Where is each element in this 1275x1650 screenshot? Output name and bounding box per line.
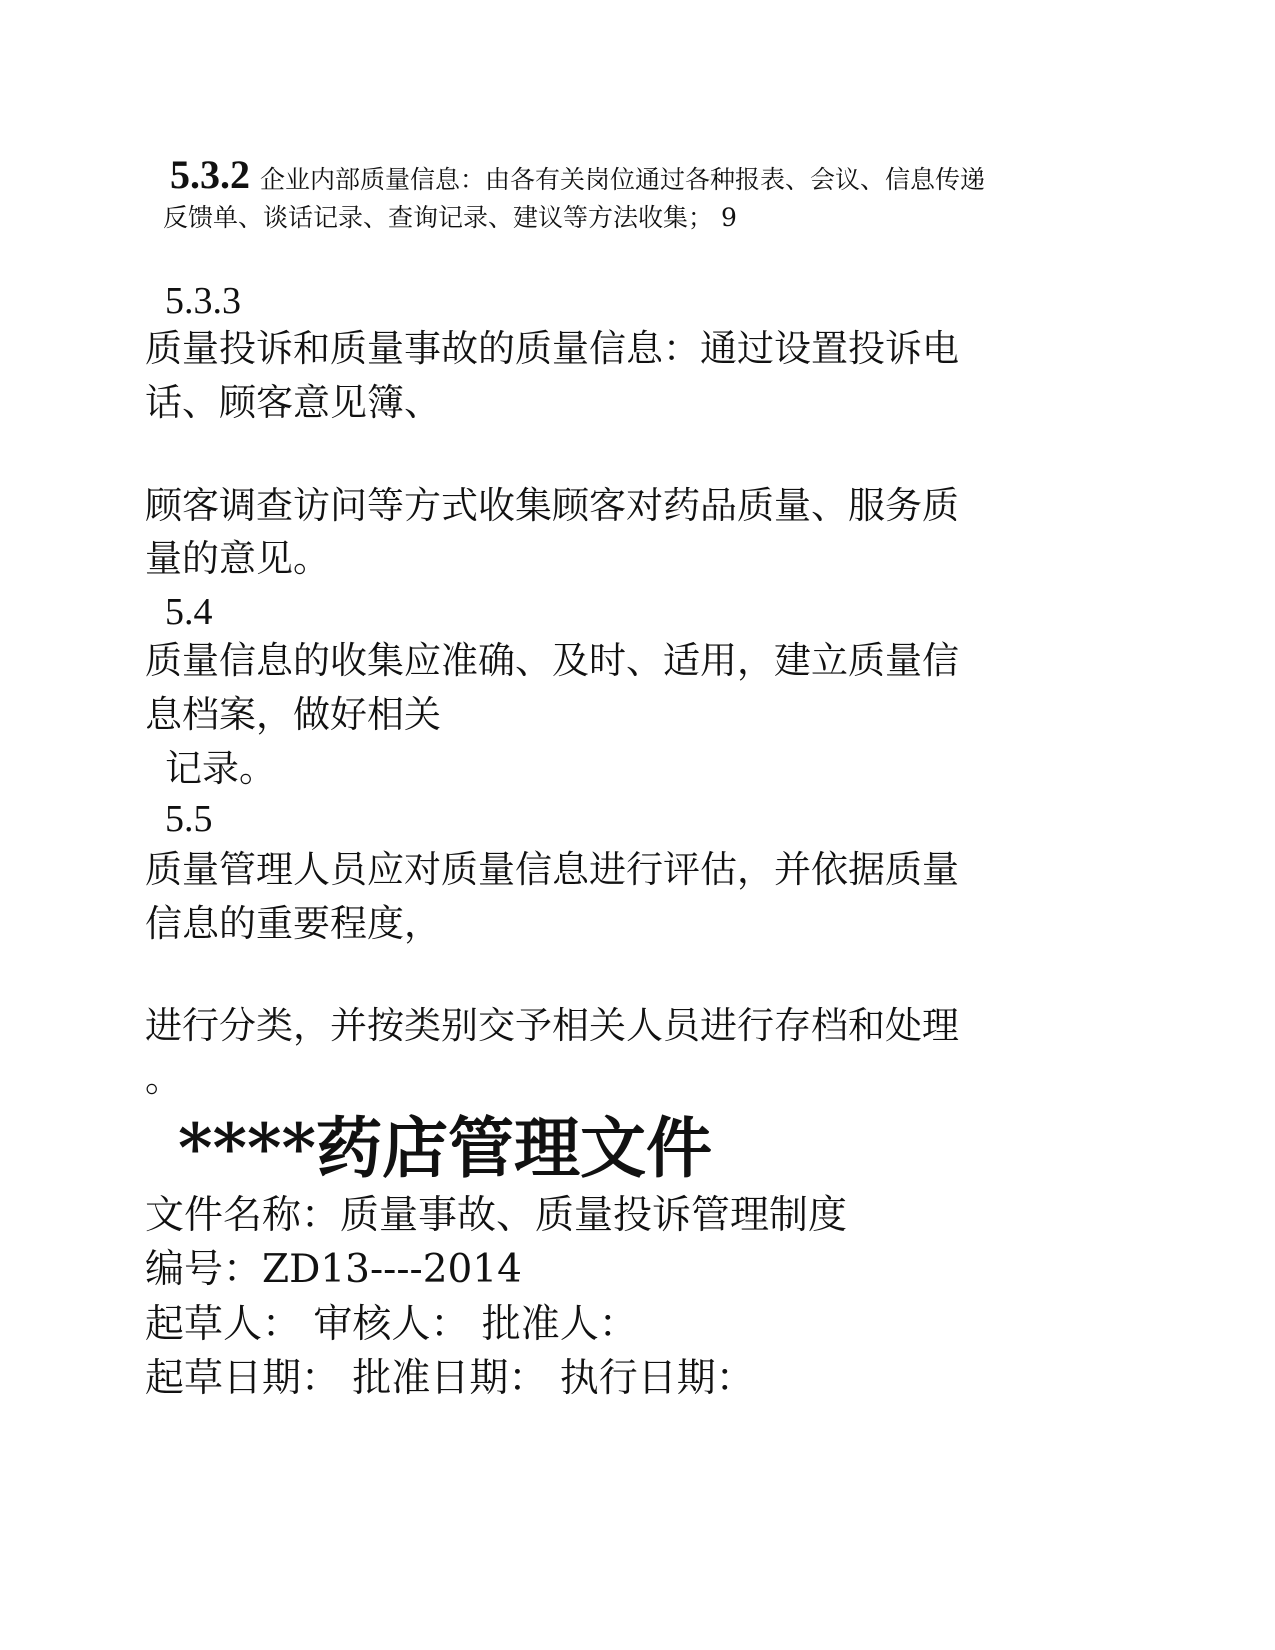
section-5-3-3-number: 5.3.3 bbox=[165, 280, 241, 322]
document-dates: 起草日期： 批准日期： 执行日期： bbox=[145, 1356, 755, 1401]
section-5-5-number: 5.5 bbox=[165, 798, 213, 840]
document-title: ****药店管理文件 bbox=[178, 1109, 713, 1187]
section-5-4-line-2: 息档案，做好相关 bbox=[145, 693, 441, 736]
section-5-4-line-1: 质量信息的收集应准确、及时、适用，建立质量信 bbox=[145, 639, 959, 682]
section-5-4-number: 5.4 bbox=[165, 591, 213, 633]
section-5-3-3-line-2: 话、顾客意见簿、 bbox=[145, 381, 441, 424]
document-code: 编号：ZD13----2014 bbox=[145, 1247, 522, 1292]
section-5-3-3-line-1: 质量投诉和质量事故的质量信息：通过设置投诉电 bbox=[145, 327, 959, 370]
signatories: 起草人： 审核人： 批准人： bbox=[145, 1302, 638, 1347]
section-5-5-line-2: 信息的重要程度， bbox=[145, 902, 441, 945]
section-5-5-line-4: 。 bbox=[145, 1057, 182, 1100]
section-5-3-2-line-1 bbox=[170, 152, 986, 197]
section-5-3-3-line-3: 顾客调查访问等方式收集顾客对药品质量、服务质 bbox=[145, 484, 959, 527]
section-5-4-line-3: 记录。 bbox=[165, 747, 276, 790]
section-5-3-3-line-4: 量的意见。 bbox=[145, 537, 330, 580]
section-number: 5.3.2 bbox=[170, 152, 250, 197]
section-5-5-line-1: 质量管理人员应对质量信息进行评估，并依据质量 bbox=[145, 848, 959, 891]
file-name: 文件名称：质量事故、质量投诉管理制度 bbox=[145, 1193, 848, 1238]
section-text: 企业内部质量信息：由各有关岗位通过各种报表、会议、信息传递 bbox=[260, 165, 986, 194]
section-5-3-2-line-2: 反馈单、谈话记录、查询记录、建议等方法收集； 9 bbox=[163, 203, 737, 232]
section-5-5-line-3: 进行分类，并按类别交予相关人员进行存档和处理 bbox=[145, 1004, 959, 1047]
